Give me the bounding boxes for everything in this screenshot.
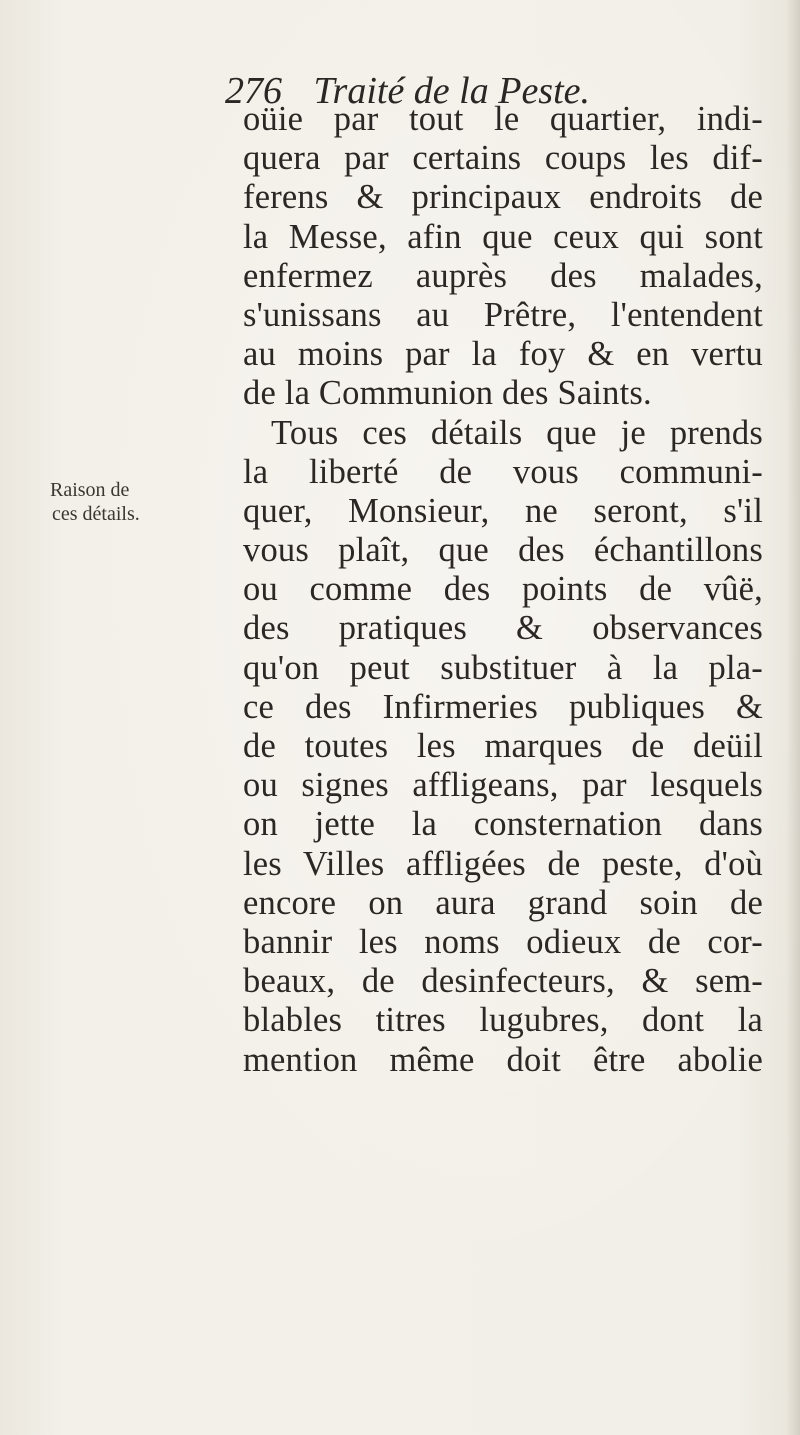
text-line: ce des Infirmeries publiques &	[243, 687, 763, 726]
text-line: des pratiques & observances	[243, 609, 763, 648]
text-line: ou signes affligeans, par lesquels	[243, 766, 763, 805]
text-line: s'unissans au Prêtre, l'entendent	[243, 295, 763, 334]
text-line: la Messe, afin que ceux qui sont	[243, 217, 763, 256]
body-text	[243, 100, 763, 1080]
text-line: encore on aura grand soin de	[243, 883, 763, 922]
text-line: quer, Monsieur, ne seront, s'il	[243, 491, 763, 530]
page-number: 276	[225, 70, 282, 112]
text-line: au moins par la foy & en vertu	[243, 335, 763, 374]
text-line: la liberté de vous communi-	[243, 452, 763, 491]
text-line: enfermez auprès des malades,	[243, 256, 763, 295]
text-line: de la Communion des Saints.	[243, 374, 652, 413]
marginal-note-line: Raison de	[50, 479, 130, 501]
text-line: qu'on peut substituer à la pla-	[243, 648, 763, 687]
text-line: blables titres lugubres, dont la	[243, 1001, 763, 1040]
text-line: bannir les noms odieux de cor-	[243, 922, 763, 961]
text-line: beaux, de desinfecteurs, & sem-	[243, 962, 763, 1001]
text-line: ferens & principaux endroits de	[243, 178, 763, 217]
text-line: oüie par tout le quartier, indi-	[243, 100, 763, 138]
marginal-note	[50, 478, 200, 526]
running-title: Traité de la Peste.	[313, 70, 591, 112]
text-line: mention même doit être abolie	[243, 1040, 763, 1079]
text-line: de toutes les marques de deüil	[243, 727, 763, 765]
marginal-note-line: ces détails.	[52, 503, 140, 525]
text-line: les Villes affligées de peste, d'où	[243, 844, 763, 883]
text-line: vous plaît, que des échantillons	[243, 531, 763, 570]
text-line: ou comme des points de vûë,	[243, 570, 763, 609]
text-line: Tous ces détails que je prends	[271, 413, 763, 452]
text-line: quera par certains coups les dif-	[243, 139, 763, 178]
page-edge-shadow	[786, 0, 800, 1435]
text-line: on jette la consternation dans	[243, 805, 763, 844]
